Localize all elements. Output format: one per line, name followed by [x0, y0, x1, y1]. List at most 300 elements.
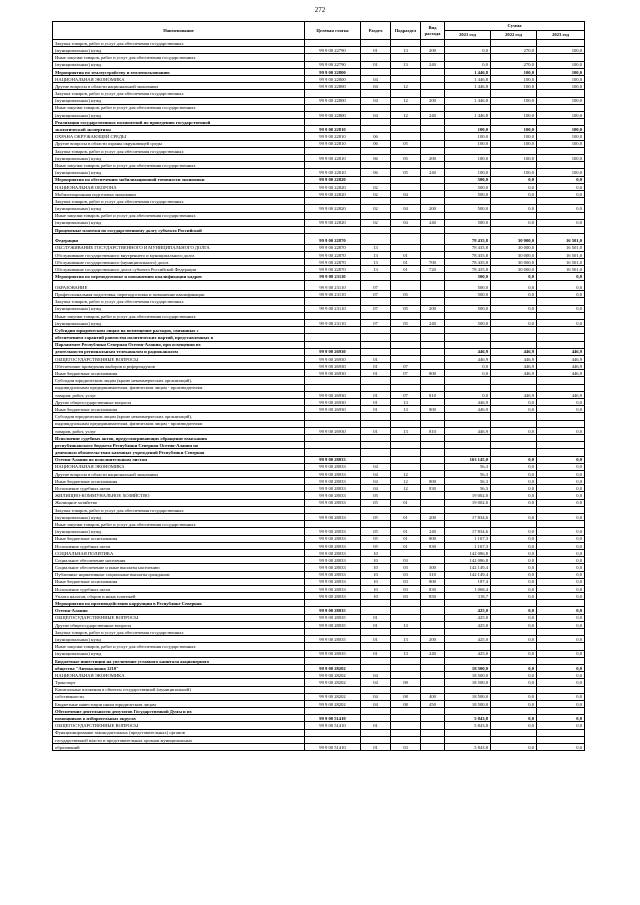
cell-2021 [445, 729, 491, 736]
cell-subsection [391, 449, 421, 456]
cell-expense-type [421, 147, 445, 154]
cell-name: Исполнение судебных актов [53, 485, 305, 492]
cell-name: Мероприятия по землеустройству и землепользованию [53, 68, 305, 75]
cell-2021 [445, 327, 491, 334]
cell-subsection [391, 686, 421, 693]
cell-2022 [491, 327, 537, 334]
table-row [53, 251, 585, 258]
cell-name: Другие вопросы в области национальной экономики [53, 470, 305, 477]
table-row [53, 399, 585, 406]
cell-2023: 100,0 [537, 61, 585, 68]
cell-subsection [391, 212, 421, 219]
cell-section [361, 521, 391, 528]
cell-subsection [391, 521, 421, 528]
cell-2021: 56,3 [445, 485, 491, 492]
cell-subsection: 12 [391, 470, 421, 477]
cell-expense-type [421, 334, 445, 341]
cell-expense-type [421, 492, 445, 499]
cell-expense-type [421, 679, 445, 686]
cell-section: 05 [361, 514, 391, 521]
cell-section: 07 [361, 305, 391, 312]
cell-name: (муниципальных) нужд [53, 97, 305, 104]
table-row [53, 636, 585, 643]
cell-name: товаров, работ, услуг [53, 427, 305, 434]
cell-2022: 100,0 [491, 111, 537, 118]
cell-2022: 446,9 [491, 391, 537, 398]
cell-2022: 0,0 [491, 205, 537, 212]
cell-2023 [537, 657, 585, 664]
cell-subsection: 05 [391, 319, 421, 326]
cell-2021 [445, 104, 491, 111]
cell-2021: 425,0 [445, 607, 491, 614]
cell-name: Иные бюджетные ассигнования [53, 578, 305, 585]
cell-2023 [537, 442, 585, 449]
cell-expense-type [421, 75, 445, 82]
table-row [53, 198, 585, 205]
cell-subsection: 08 [391, 679, 421, 686]
cell-name: Иные закупки товаров, работ и услуг для обеспечения государственных [53, 643, 305, 650]
table-row [53, 212, 585, 219]
cell-subsection: 04 [391, 190, 421, 197]
cell-2021: 100,0 [445, 133, 491, 140]
cell-subsection [391, 198, 421, 205]
cell-subsection [391, 244, 421, 251]
cell-expense-type: 200 [421, 514, 445, 521]
cell-target: 99 9 00 51410 [305, 744, 361, 751]
cell-name: Иные закупки товаров, работ и услуг для обеспечения государственных [53, 521, 305, 528]
header-target: Целевая статья [305, 22, 361, 40]
cell-expense-type [421, 384, 445, 391]
cell-name: индивидуальным предпринимателям, физическим лицам - производителям [53, 384, 305, 391]
cell-2021: 500,0 [445, 205, 491, 212]
cell-name: обеспечением гарантий равенства политических партий, представленных в [53, 334, 305, 341]
cell-subsection: 12 [391, 83, 421, 90]
cell-name: Реализация государственных полномочий по проведению государственной [53, 119, 305, 126]
cell-2021 [445, 40, 491, 47]
cell-target: 99 9 00 28035 [305, 607, 361, 614]
cell-2021 [445, 686, 491, 693]
cell-2021: 5 843,8 [445, 744, 491, 751]
cell-section: 06 [361, 155, 391, 162]
cell-2023: 0,0 [537, 542, 585, 549]
cell-subsection [391, 334, 421, 341]
cell-2023: 100,0 [537, 155, 585, 162]
cell-2022: 0,0 [491, 693, 537, 700]
cell-expense-type [421, 621, 445, 628]
cell-name: Транспорт [53, 679, 305, 686]
cell-target [305, 521, 361, 528]
cell-2022: 0,0 [491, 585, 537, 592]
cell-2021: 0,0 [445, 370, 491, 377]
cell-target: 99 9 00 28033 [305, 514, 361, 521]
cell-2022 [491, 119, 537, 126]
cell-subsection [391, 434, 421, 441]
cell-section: 05 [361, 528, 391, 535]
table-row [53, 578, 585, 585]
cell-target: 99 9 00 28033 [305, 535, 361, 542]
cell-2022: 0,0 [491, 528, 537, 535]
cell-expense-type [421, 744, 445, 751]
cell-2023: 0,0 [537, 693, 585, 700]
cell-subsection [391, 643, 421, 650]
cell-2022: 30 000,0 [491, 266, 537, 273]
cell-expense-type [421, 506, 445, 513]
cell-name: Иные закупки товаров, работ и услуг для обеспечения государственных [53, 312, 305, 319]
cell-2021: 100,0 [445, 169, 491, 176]
cell-name: Мероприятия по переподготовке и повышению квалификации кадров [53, 273, 305, 280]
cell-section [361, 198, 391, 205]
cell-subsection: 12 [391, 485, 421, 492]
cell-2021 [445, 506, 491, 513]
cell-target: 99 9 00 51410 [305, 715, 361, 722]
cell-target [305, 377, 361, 384]
cell-subsection [391, 492, 421, 499]
cell-section [361, 68, 391, 75]
cell-subsection [391, 280, 421, 291]
cell-section [361, 212, 391, 219]
cell-subsection [391, 147, 421, 154]
cell-section: 04 [361, 97, 391, 104]
cell-2021: 118,7 [445, 593, 491, 600]
cell-2021 [445, 643, 491, 650]
cell-2022: 0,0 [491, 463, 537, 470]
cell-name: (муниципальных) нужд [53, 514, 305, 521]
cell-2022 [491, 40, 537, 47]
cell-2021: 500,0 [445, 273, 491, 280]
table-row [53, 427, 585, 434]
cell-target: 99 9 00 22800 [305, 83, 361, 90]
cell-subsection: 05 [391, 291, 421, 298]
cell-expense-type: 200 [421, 47, 445, 54]
table-row [53, 319, 585, 326]
cell-name: Исполнение судебных актов [53, 542, 305, 549]
cell-section [361, 126, 391, 133]
cell-section: 07 [361, 291, 391, 298]
cell-name: Субсидии юридическим лицам (кроме некоммерческих организаций), [53, 413, 305, 420]
cell-section [361, 312, 391, 319]
cell-target: 99 9 00 28033 [305, 593, 361, 600]
cell-target: 99 9 00 22810 [305, 140, 361, 147]
cell-target [305, 449, 361, 456]
cell-section: 02 [361, 219, 391, 226]
cell-2021 [445, 334, 491, 341]
cell-name: Парламенте Республики Северная Осетия-Алания, при освещении их [53, 341, 305, 348]
cell-2021: 56,3 [445, 478, 491, 485]
cell-section: 01 [361, 391, 391, 398]
cell-name: Функционирование законодательных (представительных) органов [53, 729, 305, 736]
cell-subsection [391, 234, 421, 245]
cell-expense-type: 300 [421, 564, 445, 571]
cell-subsection [391, 736, 421, 743]
cell-section [361, 341, 391, 348]
cell-target [305, 506, 361, 513]
cell-2023: 0,0 [537, 499, 585, 506]
cell-subsection [391, 348, 421, 355]
table-row [53, 244, 585, 251]
table-row [53, 219, 585, 226]
cell-expense-type [421, 549, 445, 556]
cell-2023: 0,0 [537, 672, 585, 679]
cell-expense-type: 800 [421, 578, 445, 585]
cell-name: (муниципальных) нужд [53, 319, 305, 326]
budget-table [52, 21, 585, 751]
cell-target: 99 9 00 28033 [305, 456, 361, 463]
cell-target: 99 9 00 26930 [305, 391, 361, 398]
cell-name: Иные закупки товаров, работ и услуг для обеспечения государственных [53, 212, 305, 219]
cell-target: 99 9 00 22820 [305, 183, 361, 190]
cell-2022 [491, 341, 537, 348]
cell-subsection: 03 [391, 557, 421, 564]
cell-section: 04 [361, 470, 391, 477]
cell-expense-type [421, 104, 445, 111]
table-row [53, 54, 585, 61]
cell-subsection [391, 506, 421, 513]
cell-section [361, 413, 391, 420]
cell-subsection: 07 [391, 363, 421, 370]
cell-section [361, 90, 391, 97]
cell-2023: 0,0 [537, 571, 585, 578]
cell-target: 99 9 00 26930 [305, 355, 361, 362]
cell-target [305, 212, 361, 219]
cell-name: НАЦИОНАЛЬНАЯ ЭКОНОМИКА [53, 463, 305, 470]
cell-2022: 0,0 [491, 176, 537, 183]
cell-section: 10 [361, 564, 391, 571]
cell-section: 01 [361, 744, 391, 751]
cell-name: ОБЩЕГОСУДАРСТВЕННЫЕ ВОПРОСЫ [53, 614, 305, 621]
cell-name: Закупка товаров, работ и услуг для обеспечения государственных [53, 90, 305, 97]
cell-2022: 0,0 [491, 593, 537, 600]
cell-2021: 17 834,6 [445, 514, 491, 521]
cell-target: 99 9 00 28033 [305, 478, 361, 485]
table-row [53, 600, 585, 607]
cell-target: 99 9 00 26930 [305, 370, 361, 377]
cell-target: 99 9 00 23110 [305, 273, 361, 280]
cell-subsection: 05 [391, 140, 421, 147]
cell-2023: 100,0 [537, 111, 585, 118]
header-sum: Сумма [445, 22, 585, 31]
cell-2023 [537, 449, 585, 456]
cell-target [305, 413, 361, 420]
cell-2023 [537, 420, 585, 427]
cell-2022 [491, 729, 537, 736]
cell-expense-type [421, 399, 445, 406]
cell-section [361, 506, 391, 513]
cell-name: образований [53, 744, 305, 751]
cell-name: (муниципальных) нужд [53, 219, 305, 226]
table-row [53, 470, 585, 477]
cell-2023: 0,0 [537, 273, 585, 280]
cell-section: 01 [361, 363, 391, 370]
table-row [53, 643, 585, 650]
cell-2023: 16 501,0 [537, 244, 585, 251]
table-row [53, 564, 585, 571]
cell-subsection [391, 413, 421, 420]
cell-section: 01 [361, 399, 391, 406]
cell-target [305, 657, 361, 664]
cell-2021 [445, 119, 491, 126]
cell-2022: 0,0 [491, 607, 537, 614]
cell-2021 [445, 521, 491, 528]
cell-2021: 446,9 [445, 355, 491, 362]
cell-2023 [537, 377, 585, 384]
cell-section: 10 [361, 549, 391, 556]
cell-expense-type: 240 [421, 319, 445, 326]
cell-name: (муниципальных) нужд [53, 61, 305, 68]
table-row [53, 111, 585, 118]
cell-section [361, 273, 391, 280]
cell-subsection [391, 672, 421, 679]
cell-subsection: 08 [391, 700, 421, 707]
cell-expense-type [421, 729, 445, 736]
cell-2021 [445, 377, 491, 384]
cell-subsection: 04 [391, 219, 421, 226]
cell-2023: 0,0 [537, 205, 585, 212]
cell-2023: 0,0 [537, 722, 585, 729]
cell-subsection [391, 75, 421, 82]
cell-subsection: 08 [391, 693, 421, 700]
cell-2022: 0,0 [491, 564, 537, 571]
cell-2023: 0,0 [537, 557, 585, 564]
cell-expense-type [421, 629, 445, 636]
cell-name: товаров, работ, услуг [53, 391, 305, 398]
table-row [53, 650, 585, 657]
cell-2021 [445, 413, 491, 420]
cell-subsection [391, 341, 421, 348]
cell-2021: 500,0 [445, 319, 491, 326]
cell-name: Социальное обеспечение населения [53, 557, 305, 564]
cell-expense-type [421, 298, 445, 305]
cell-2021: 18 500,0 [445, 679, 491, 686]
cell-2022: 446,9 [491, 370, 537, 377]
cell-2021: 5 843,8 [445, 715, 491, 722]
cell-section [361, 40, 391, 47]
cell-target: 99 9 00 28033 [305, 499, 361, 506]
cell-section [361, 600, 391, 607]
cell-2022: 0,0 [491, 406, 537, 413]
cell-name: Закупка товаров, работ и услуг для обеспечения государственных [53, 298, 305, 305]
cell-expense-type [421, 291, 445, 298]
cell-subsection: 13 [391, 61, 421, 68]
cell-target [305, 643, 361, 650]
cell-2023: 100,0 [537, 140, 585, 147]
cell-2021: 78 435,8 [445, 266, 491, 273]
cell-2023: 0,0 [537, 219, 585, 226]
cell-subsection [391, 273, 421, 280]
cell-2022 [491, 686, 537, 693]
cell-2021: 78 435,8 [445, 234, 491, 245]
cell-section [361, 384, 391, 391]
cell-name: Обеспечение деятельности депутатов Государственной Думы и их [53, 708, 305, 715]
table-row [53, 226, 585, 233]
cell-name: Закупка товаров, работ и услуг для обеспечения государственных [53, 40, 305, 47]
cell-target: 99 9 00 28035 [305, 636, 361, 643]
cell-expense-type [421, 600, 445, 607]
cell-name: общества "Автоколонна 1210" [53, 664, 305, 671]
cell-2022: 100,0 [491, 83, 537, 90]
table-row [53, 68, 585, 75]
cell-expense-type [421, 470, 445, 477]
cell-section: 04 [361, 700, 391, 707]
table-row [53, 700, 585, 707]
cell-2023: 0,0 [537, 664, 585, 671]
cell-expense-type [421, 327, 445, 334]
cell-expense-type [421, 499, 445, 506]
cell-section [361, 234, 391, 245]
cell-2023: 0,0 [537, 463, 585, 470]
cell-subsection [391, 600, 421, 607]
cell-expense-type [421, 643, 445, 650]
table-row [53, 327, 585, 334]
cell-2022 [491, 312, 537, 319]
cell-section [361, 657, 391, 664]
cell-2023 [537, 341, 585, 348]
cell-2022: 100,0 [491, 155, 537, 162]
cell-target [305, 600, 361, 607]
cell-2022: 0,0 [491, 549, 537, 556]
cell-2022: 100,0 [491, 140, 537, 147]
cell-name: Бюджетные инвестиции иным юридическим лицам [53, 700, 305, 707]
cell-section: 06 [361, 169, 391, 176]
cell-2022 [491, 736, 537, 743]
cell-expense-type [421, 198, 445, 205]
cell-target [305, 147, 361, 154]
cell-name: Мероприятия по обеспечению мобилизационной готовности экономики [53, 176, 305, 183]
cell-expense-type [421, 708, 445, 715]
cell-2021: 100,0 [445, 155, 491, 162]
cell-2021: 163 145,0 [445, 456, 491, 463]
cell-section [361, 176, 391, 183]
cell-target: 99 9 00 22810 [305, 155, 361, 162]
cell-section: 05 [361, 542, 391, 549]
cell-target [305, 312, 361, 319]
cell-2022: 30 000,0 [491, 234, 537, 245]
table-row [53, 413, 585, 420]
table-row [53, 334, 585, 341]
cell-2021: 100,0 [445, 126, 491, 133]
table-row [53, 621, 585, 628]
cell-subsection: 12 [391, 111, 421, 118]
cell-subsection [391, 377, 421, 384]
cell-subsection: 07 [391, 391, 421, 398]
cell-2022: 0,0 [491, 219, 537, 226]
cell-name: индивидуальным предпринимателям, физическим лицам - производителям [53, 420, 305, 427]
cell-2022: 446,9 [491, 363, 537, 370]
cell-name: помощников в избирательных округах [53, 715, 305, 722]
cell-2023: 446,9 [537, 355, 585, 362]
table-row [53, 61, 585, 68]
cell-2022: 0,0 [491, 492, 537, 499]
cell-expense-type [421, 442, 445, 449]
table-row [53, 420, 585, 427]
table-row [53, 90, 585, 97]
cell-section [361, 643, 391, 650]
table-row [53, 463, 585, 470]
cell-2022 [491, 384, 537, 391]
cell-2022: 100,0 [491, 75, 537, 82]
cell-target [305, 298, 361, 305]
cell-expense-type [421, 226, 445, 233]
cell-2022: 0,0 [491, 183, 537, 190]
cell-name: деятельности региональным телеканалом и радиоканалом [53, 348, 305, 355]
cell-expense-type [421, 736, 445, 743]
table-row [53, 629, 585, 636]
cell-2022: 0,0 [491, 650, 537, 657]
cell-2021: 1 446,8 [445, 68, 491, 75]
cell-target: 99 9 00 22870 [305, 259, 361, 266]
cell-target: 99 9 00 22810 [305, 133, 361, 140]
cell-name: Иные закупки товаров, работ и услуг для обеспечения государственных [53, 54, 305, 61]
table-row [53, 664, 585, 671]
